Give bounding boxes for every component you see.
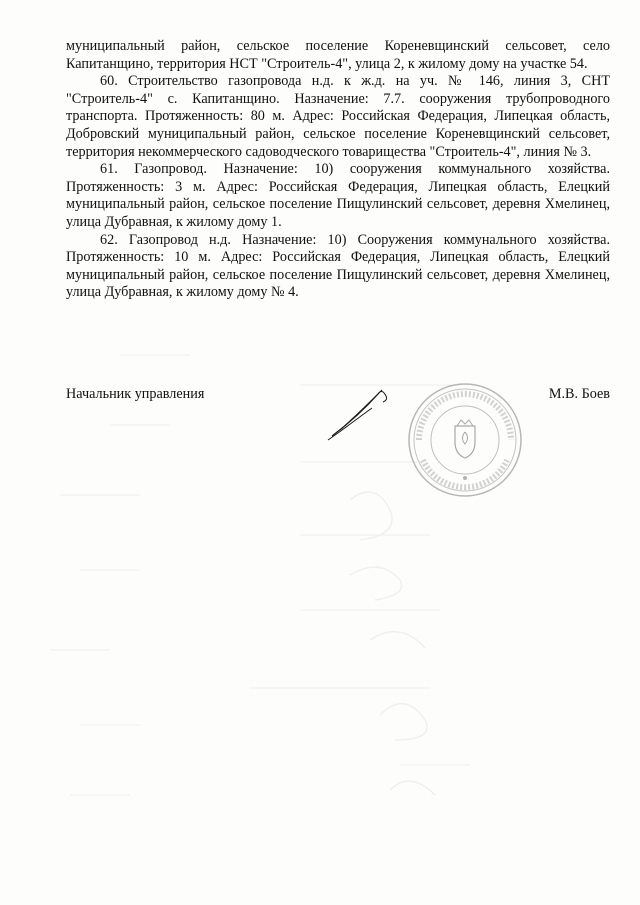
official-seal xyxy=(405,380,525,500)
document-body xyxy=(66,38,610,302)
handwritten-signature xyxy=(318,372,414,452)
intro-paragraph: муниципальный район, сельское поселение Кореневщинский сельсовет, село Капитанщино, территория НСТ "Строитель-4", улица 2, к жилому дому на участке 54. xyxy=(66,38,610,72)
signatory-name: М.В. Боев xyxy=(548,386,610,402)
list-item-62: 62. Газопровод н.д. Назначение: 10) Сооружения коммунального хозяйства. Протяженность: 10 м. Адрес: Российская Федерация, Липецкая область, Елецкий муниципальный район, сельское поселение Пищулинский сельсовет, деревня Хмелинец, улица Дубравная, к жилому дому № 4. xyxy=(66,231,610,301)
list-item-60: 60. Строительство газопровода н.д. к ж.д. на уч. № 146, линия 3, СНТ "Строитель-4" с. Капитанщино. Назначение: 7.7. сооружения трубопроводного транспорта. Протяженность: 80 м. Адрес: Российская Федерация, Липецкая область, Добровский муниципальный район, сельское поселение Кореневщинский сельсовет, территория некоммерческого садоводческого товарищества "Строитель-4", линия № 3. xyxy=(66,73,610,160)
list-item-61: 61. Газопровод. Назначение: 10) сооружения коммунального хозяйства. Протяженность: 3 м. Адрес: Российская Федерация, Липецкая область, Елецкий муниципальный район, сельское поселение Пищулинский сельсовет, деревня Хмелинец, улица Дубравная, к жилому дому 1. xyxy=(66,161,610,230)
signatory-title: Начальник управления xyxy=(66,386,205,402)
